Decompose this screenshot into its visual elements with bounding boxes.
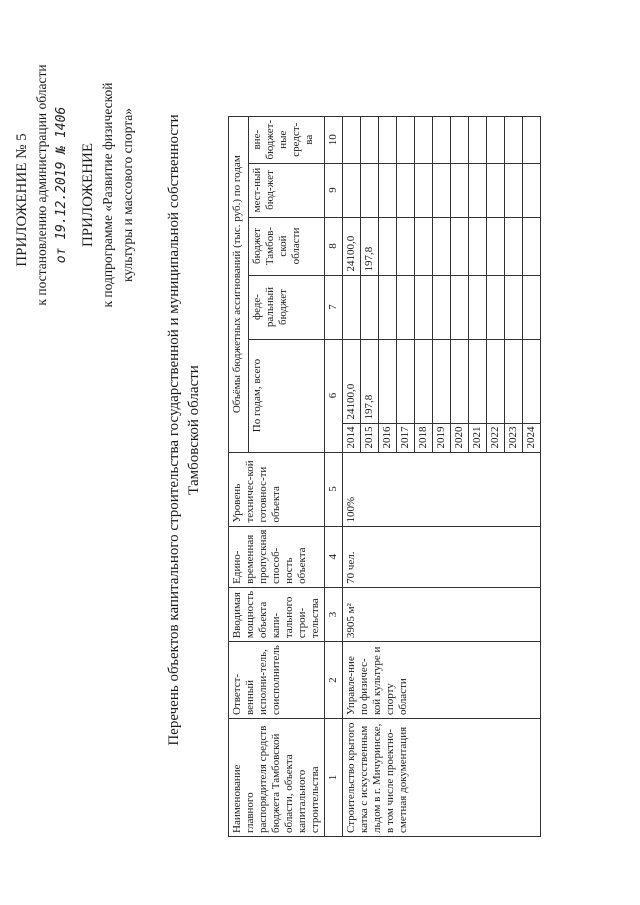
extra-cell	[343, 116, 361, 163]
extra-cell	[451, 116, 469, 163]
regional-cell	[379, 217, 397, 275]
header-federal: феде-ральный бюджет	[248, 275, 324, 339]
local-cell	[379, 163, 397, 217]
subprogram-line-1: к подпрограмме «Развитие физической	[100, 82, 115, 308]
table-row	[343, 116, 361, 836]
federal-cell	[469, 275, 487, 339]
extra-cell	[397, 116, 415, 163]
regional-cell	[487, 217, 505, 275]
appendix-label: ПРИЛОЖЕНИЕ	[80, 142, 96, 248]
column-number: 4	[325, 526, 343, 587]
column-number: 5	[325, 452, 343, 526]
total-cell	[451, 339, 469, 423]
column-number: 1	[325, 719, 343, 837]
column-number: 2	[325, 642, 343, 719]
federal-cell	[397, 275, 415, 339]
total-cell	[397, 339, 415, 423]
year-cell: 2019	[433, 423, 451, 452]
column-number: 10	[325, 116, 343, 163]
column-number: 9	[325, 163, 343, 217]
extra-cell	[487, 116, 505, 163]
local-cell	[361, 163, 379, 217]
appendix-number: ПРИЛОЖЕНИЕ № 5	[14, 133, 30, 267]
header-readiness: Уровень техничес-кой готовнос-ти объекта	[229, 452, 325, 526]
objects-table	[228, 116, 541, 837]
total-cell: 24100,0	[343, 339, 361, 423]
header-regional: бюджет Тамбов-ской области	[248, 217, 324, 275]
total-cell	[415, 339, 433, 423]
federal-cell	[487, 275, 505, 339]
total-cell: 197,8	[361, 339, 379, 423]
local-cell	[433, 163, 451, 217]
regional-cell	[415, 217, 433, 275]
total-cell	[505, 339, 523, 423]
document-title: Перечень объектов капитального строительства государственной и муниципальной собственности	[166, 114, 182, 746]
header-object: Наименование главного распорядителя средств бюджета Тамбовской области, объекта капитального строительства	[229, 719, 325, 837]
year-cell: 2015	[361, 423, 379, 452]
year-cell: 2021	[469, 423, 487, 452]
header-by-years: По годам, всего	[248, 339, 324, 452]
federal-cell	[379, 275, 397, 339]
resolution-ref: к постановлению администрации области	[34, 64, 49, 306]
regional-cell	[397, 217, 415, 275]
header-row-top	[229, 116, 249, 836]
object-name-cell: Строительство крытого катка с искусственным льдом в г. Мичуринске, в том числе проектно-сметная документация	[343, 719, 541, 837]
year-cell: 2016	[379, 423, 397, 452]
regional-cell	[469, 217, 487, 275]
federal-cell	[451, 275, 469, 339]
column-number: 7	[325, 275, 343, 339]
year-cell: 2018	[415, 423, 433, 452]
total-cell	[523, 339, 541, 423]
extra-cell	[523, 116, 541, 163]
year-cell: 2017	[397, 423, 415, 452]
extra-cell	[505, 116, 523, 163]
capacity-cell: 3905 м²	[343, 587, 541, 641]
local-cell	[343, 163, 361, 217]
local-cell	[505, 163, 523, 217]
year-cell: 2022	[487, 423, 505, 452]
local-cell	[451, 163, 469, 217]
total-cell	[487, 339, 505, 423]
handwritten-date: от 19.12.2019 № 1406	[54, 106, 69, 264]
document-title-region: Тамбовской области	[186, 365, 202, 495]
total-cell	[433, 339, 451, 423]
extra-cell	[469, 116, 487, 163]
year-cell: 2023	[505, 423, 523, 452]
year-cell: 2014	[343, 423, 361, 452]
local-cell	[487, 163, 505, 217]
federal-cell	[415, 275, 433, 339]
header-local: мест-ный бюд-жет	[248, 163, 324, 217]
regional-cell: 24100,0	[343, 217, 361, 275]
column-number: 8	[325, 217, 343, 275]
year-cell: 2020	[451, 423, 469, 452]
extra-cell	[379, 116, 397, 163]
federal-cell	[361, 275, 379, 339]
subprogram-line-2: культуры и массового спорта»	[120, 107, 135, 283]
header-budget-group: Объёмы бюджетных ассигнований (тыс. руб.) по годам	[229, 116, 249, 452]
column-number: 3	[325, 587, 343, 641]
readiness-cell: 100%	[343, 452, 541, 526]
regional-cell	[451, 217, 469, 275]
federal-cell	[505, 275, 523, 339]
year-cell: 2024	[523, 423, 541, 452]
extra-cell	[415, 116, 433, 163]
total-cell	[379, 339, 397, 423]
regional-cell: 197,8	[361, 217, 379, 275]
header-capacity: Вводимая мощность объекта капи-тального строи-тельства	[229, 587, 325, 641]
executor-cell: Управле-ние по физичес-кой культуре и спорту области	[343, 642, 541, 719]
regional-cell	[505, 217, 523, 275]
regional-cell	[433, 217, 451, 275]
extra-cell	[361, 116, 379, 163]
local-cell	[469, 163, 487, 217]
federal-cell	[523, 275, 541, 339]
local-cell	[523, 163, 541, 217]
regional-cell	[523, 217, 541, 275]
header-extra: вне-бюджет-ные средст-ва	[248, 116, 324, 163]
total-cell	[469, 339, 487, 423]
federal-cell	[343, 275, 361, 339]
extra-cell	[433, 116, 451, 163]
federal-cell	[433, 275, 451, 339]
header-executor: Ответст-венный исполни-тель, соисполнитель	[229, 642, 325, 719]
throughput-cell: 70 чел.	[343, 526, 541, 587]
local-cell	[415, 163, 433, 217]
local-cell	[397, 163, 415, 217]
column-number: 6	[325, 339, 343, 452]
column-numbers-row	[325, 116, 343, 836]
header-throughput: Едино-временная пропускная способ-ность объекта	[229, 526, 325, 587]
